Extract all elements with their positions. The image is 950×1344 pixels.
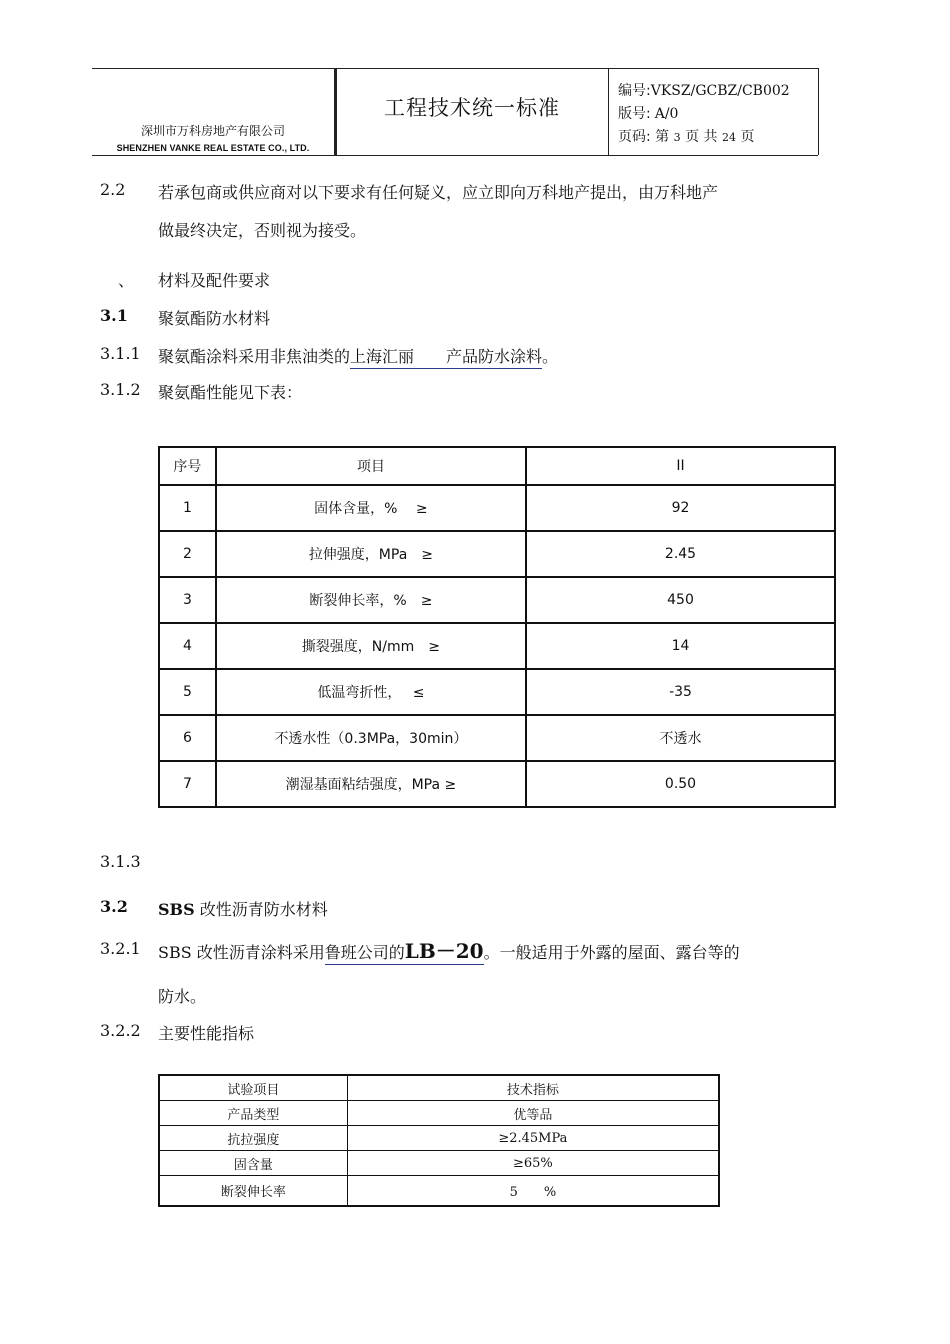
company-name-en: SHENZHEN VANKE REAL ESTATE CO., LTD.: [116, 143, 310, 153]
table-header-cell: 试验项目: [159, 1075, 347, 1101]
table-cell: 低温弯折性， ≤: [216, 669, 526, 715]
table-cell: 拉伸强度，MPa ≥: [216, 531, 526, 577]
table-cell: 4: [159, 623, 216, 669]
table-cell: 5 %: [347, 1176, 719, 1207]
doc-code-value: VKSZ/GCBZ/CB002: [650, 83, 790, 99]
section-heading: 聚氨酯防水材料: [158, 309, 271, 328]
table-cell: ≥2.45MPa: [347, 1126, 719, 1151]
paragraph-line: 若承包商或供应商对以下要求有任何疑义，应立即向万科地产提出，由万科地产: [158, 183, 719, 202]
table-cell: 92: [526, 485, 835, 531]
page-number: [618, 126, 754, 146]
table-header-row: [159, 447, 835, 485]
page-ye: 页: [740, 129, 755, 145]
product-code: LB－20: [404, 939, 484, 963]
sbs-performance-table: [158, 1074, 720, 1207]
table-header-cell: 技术指标: [347, 1075, 719, 1101]
text-span: 。: [542, 347, 559, 366]
table-cell: 7: [159, 761, 216, 807]
section-number: 2.2: [100, 180, 126, 199]
table-cell: 固含量: [159, 1151, 347, 1176]
section-number: 3.2.2: [100, 1021, 141, 1040]
paragraph-line: 做最终决定，否则视为接受。: [158, 221, 367, 240]
table-cell: 3: [159, 577, 216, 623]
table-cell: 产品类型: [159, 1101, 347, 1126]
table-row: [159, 485, 835, 531]
table-cell: 断裂伸长率，% ≥: [216, 577, 526, 623]
table-cell: 断裂伸长率: [159, 1176, 347, 1207]
doc-version-value: A/0: [654, 106, 679, 122]
section-number: 3.2.1: [100, 939, 141, 958]
table-row: [159, 669, 835, 715]
table-cell: 撕裂强度，N/mm ≥: [216, 623, 526, 669]
page-current: 3: [673, 131, 681, 144]
table-row: [159, 715, 835, 761]
underlined-product: [324, 939, 484, 965]
table-cell: 固体含量，% ≥: [216, 485, 526, 531]
doc-code-label: 编号:: [618, 83, 651, 99]
section-number: 3.1.1: [100, 344, 141, 363]
paragraph-line: 主要性能指标: [158, 1024, 255, 1043]
doc-version: [618, 103, 678, 123]
polyurethane-property-table: [158, 446, 836, 808]
table-cell: 不透水性（0.3MPa，30min）: [216, 715, 526, 761]
table-row: [159, 1151, 719, 1176]
table-cell: 6: [159, 715, 216, 761]
table-row: [159, 1126, 719, 1151]
section-number: 3.1: [100, 306, 128, 325]
page-label: 页码:: [618, 129, 651, 145]
underlined-product: 上海汇丽 产品防水涂料: [350, 347, 542, 369]
page-ye: 页: [685, 129, 700, 145]
table-cell: 2: [159, 531, 216, 577]
section-marker: 、: [118, 271, 135, 290]
table-cell: ≥65%: [347, 1151, 719, 1176]
table-cell: 0.50: [526, 761, 835, 807]
table-row: [159, 623, 835, 669]
table-row: [159, 1176, 719, 1207]
header-divider: [608, 68, 609, 155]
table-row: [159, 531, 835, 577]
doc-code: [618, 80, 790, 100]
text-span: 。一般适用于外露的屋面、露台等的: [483, 943, 740, 962]
text-span: 鲁班公司的: [324, 943, 405, 962]
company-name-cn: 深圳市万科房地产有限公司: [140, 124, 285, 138]
text-span: 聚氨酯涂料采用非焦油类的: [158, 347, 351, 366]
section-number: 3.1.3: [100, 852, 141, 871]
header-top-rule: [92, 68, 818, 69]
paragraph-line: [158, 935, 740, 964]
table-cell: 14: [526, 623, 835, 669]
paragraph-line: 防水。: [158, 987, 207, 1006]
table-cell: 1: [159, 485, 216, 531]
table-cell: 优等品: [347, 1101, 719, 1126]
page-total: 24: [721, 131, 736, 144]
table-cell: 2.45: [526, 531, 835, 577]
table-header-cell: 项目: [216, 447, 526, 485]
table-row: [159, 577, 835, 623]
table-cell: 不透水: [526, 715, 835, 761]
section-number: 3.2: [100, 897, 128, 916]
text-span: SBS 改性沥青涂料采用: [158, 943, 325, 962]
document-title: 工程技术统一标准: [384, 96, 560, 120]
doc-version-label: 版号:: [618, 106, 651, 122]
header-bottom-rule: [92, 155, 818, 156]
section-heading: 材料及配件要求: [158, 271, 271, 290]
paragraph-line: 聚氨酯性能见下表：: [158, 383, 303, 402]
table-cell: 5: [159, 669, 216, 715]
table-header-cell: II: [526, 447, 835, 485]
section-heading: [158, 897, 328, 920]
table-header-cell: 序号: [159, 447, 216, 485]
table-cell: 潮湿基面粘结强度，MPa ≥: [216, 761, 526, 807]
header-divider: [818, 68, 819, 155]
text-span: 改性沥青防水材料: [194, 900, 328, 919]
table-header-row: [159, 1075, 719, 1101]
table-cell: 450: [526, 577, 835, 623]
table-cell: -35: [526, 669, 835, 715]
text-span: SBS: [158, 900, 195, 919]
page-gong: 共: [703, 129, 718, 145]
table-cell: 抗拉强度: [159, 1126, 347, 1151]
paragraph-line: [158, 344, 558, 367]
table-row: [159, 761, 835, 807]
section-number: 3.1.2: [100, 380, 141, 399]
page-di: 第: [655, 129, 670, 145]
table-row: [159, 1101, 719, 1126]
